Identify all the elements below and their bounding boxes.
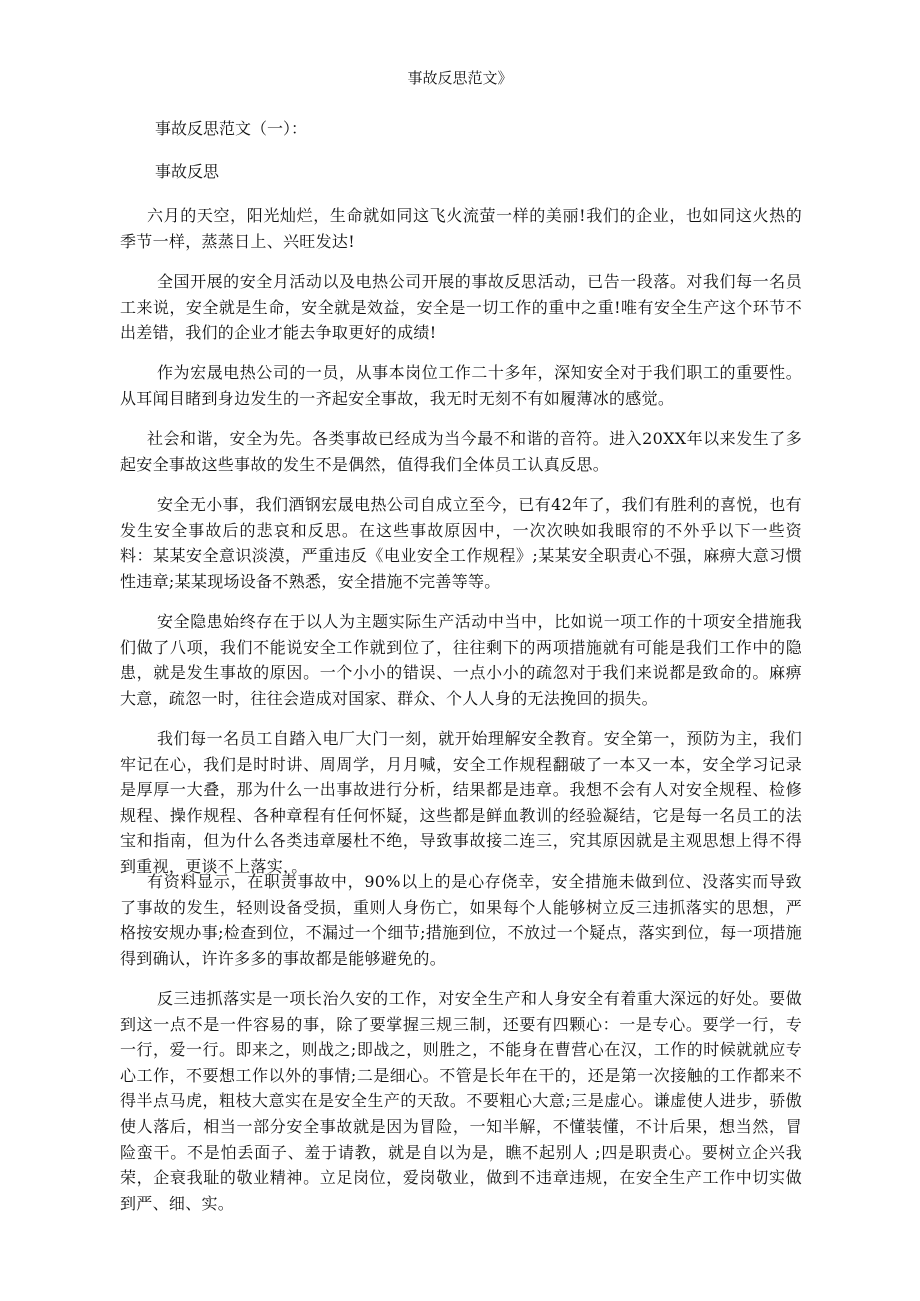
paragraph-5: 安全无小事，我们酒钢宏晟电热公司自成立至今，已有42年了，我们有胜利的喜悦，也有发生安全事故后的悲哀和反思。在这些事故原因中，一次次映如我眼帘的不外乎以下一些资料：某某安全意识淡漠，严重违反《电业安全工作规程》;某某安全职责心不强，麻痹大意习惯性违章;某某现场设备不熟悉，安全措施不完善等等。	[120, 495, 802, 591]
paragraph-2: 全国开展的安全月活动以及电热公司开展的事故反思活动，已告一段落。对我们每一名员工来说，安全就是生命，安全就是效益，安全是一切工作的重中之重!唯有安全生产这个环节不出差错，我们的企业才能去争取更好的成绩!	[120, 272, 802, 343]
paragraph-1: 六月的天空，阳光灿烂，生命就如同这飞火流萤一样的美丽!我们的企业，也如同这火热的季节一样，蒸蒸日上、兴旺发达!	[120, 206, 802, 251]
paragraph-3: 作为宏晟电热公司的一员，从事本岗位工作二十多年，深知安全对于我们职工的重要性。从耳闻目睹到身边发生的一齐起安全事故，我无时无刻不有如履薄冰的感觉。	[120, 363, 802, 408]
sub-heading: 事故反思	[155, 162, 220, 181]
paragraph-4: 社会和谐，安全为先。各类事故已经成为当今最不和谐的音符。进入20XX年以来发生了多起安全事故这些事故的发生不是偶然，值得我们全体员工认真反思。	[120, 429, 802, 474]
paragraph-6: 安全隐患始终存在于以人为主题实际生产活动中当中，比如说一项工作的十项安全措施我们做了八项，我们不能说安全工作就到位了，往往剩下的两项措施就有可能是我们工作中的隐患，就是发生事故的原因。一个小小的错误、一点小小的疏忽对于我们来说都是致命的。麻痹大意，疏忽一时，往往会造成对国家、群众、个人人身的无法挽回的损失。	[120, 612, 802, 708]
paragraph-8: 有资料显示，在职责事故中，90%以上的是心存侥幸，安全措施未做到位、没落实而导致了事故的发生，轻则设备受损，重则人身伤亡，如果每个人能够树立反三违抓落实的思想，严格按安规办事;检查到位，不漏过一个细节;措施到位，不放过一个疑点，落实到位，每一项措施得到确认，许许多多的事故都是能够避免的。	[120, 872, 802, 968]
paragraph-7: 我们每一名员工自踏入电厂大门一刻，就开始理解安全教育。安全第一，预防为主，我们牢记在心，我们是时时讲、周周学，月月喊，安全工作规程翻破了一本又一本，安全学习记录是厚厚一大叠，那为什么一出事故进行分析，结果都是违章。我想不会有人对安全规程、检修规程、操作规程、各种章程有任何怀疑，这些都是鲜血教训的经验凝结，它是每一名员工的法宝和指南，但为什么各类违章屡杜不绝，导致事故接二连三，究其原因就是主观思想上得不得到重视，更谈不上落实，。	[120, 729, 802, 876]
section-heading: 事故反思范文（一）：	[155, 119, 308, 138]
document-title: 事故反思范文》	[407, 69, 513, 87]
paragraph-9: 反三违抓落实是一项长治久安的工作，对安全生产和人身安全有着重大深远的好处。要做到这一点不是一件容易的事，除了要掌握三规三制，还要有四颗心：一是专心。要学一行，专一行，爱一行。即来之，则战之;即战之，则胜之，不能身在曹营心在汉，工作的时候就就应专心工作，不要想工作以外的事情;二是细心。不管是长年在干的，还是第一次接触的工作都来不得半点马虎，粗枝大意实在是安全生产的天敌。不要粗心大意;三是虚心。谦虚使人进步，骄傲使人落后，相当一部分安全事故就是因为冒险，一知半解，不懂装懂，不计后果，想当然，冒险蛮干。不是怕丢面子、羞于请教，就是自以为是，瞧不起别人 ;四是职责心。要树立企兴我荣，企衰我耻的敬业精神。立足岗位，爱岗敬业，做到不违章违规，在安全生产工作中切实做到严、细、实。	[120, 989, 802, 1213]
